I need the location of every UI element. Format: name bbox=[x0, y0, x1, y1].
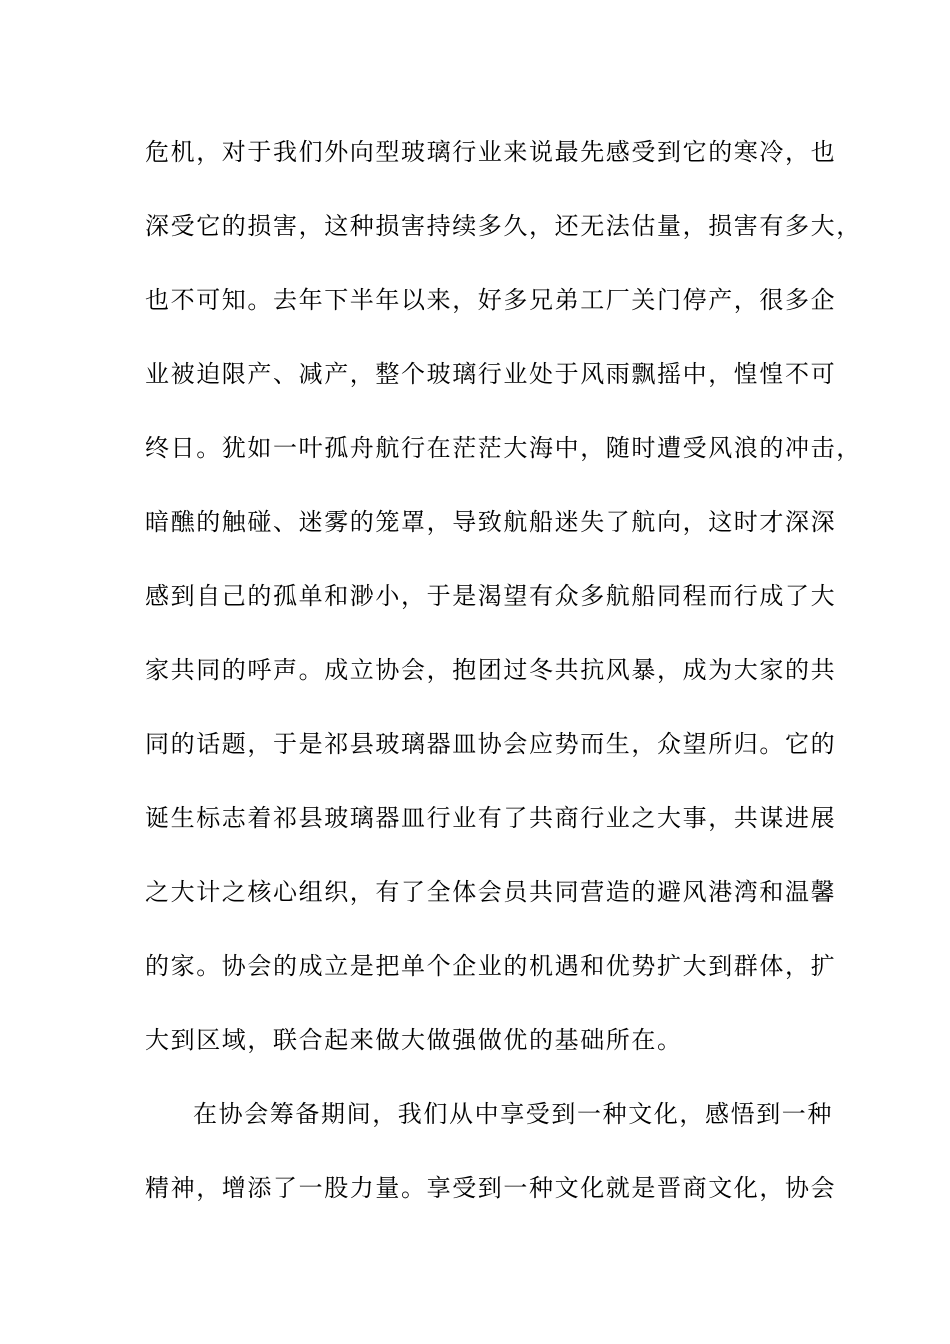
text-line: 也不可知。去年下半年以来，好多兄弟工厂关门停产，很多企 bbox=[145, 286, 837, 314]
text-line: 之大计之核心组织，有了全体会员共同营造的避风港湾和温馨 bbox=[145, 878, 837, 906]
text-line: 深受它的损害，这种损害持续多久，还无法估量，损害有多大， bbox=[145, 212, 862, 240]
text-line: 同的话题，于是祁县玻璃器皿协会应势而生，众望所归。它的 bbox=[145, 730, 837, 758]
text-line: 家共同的呼声。成立协会，抱团过冬共抗风暴，成为大家的共 bbox=[145, 656, 837, 684]
paragraph-first-line: 在协会筹备期间，我们从中享受到一种文化，感悟到一种 bbox=[193, 1100, 833, 1128]
text-line: 业被迫限产、减产，整个玻璃行业处于风雨飘摇中，惶惶不可 bbox=[145, 360, 837, 388]
text-line: 精神，增添了一股力量。享受到一种文化就是晋商文化，协会 bbox=[145, 1174, 837, 1202]
text-line: 终日。犹如一叶孤舟航行在茫茫大海中，随时遭受风浪的冲击， bbox=[145, 434, 862, 462]
text-line: 危机，对于我们外向型玻璃行业来说最先感受到它的寒冷，也 bbox=[145, 138, 837, 166]
text-line: 感到自己的孤单和渺小，于是渴望有众多航船同程而行成了大 bbox=[145, 582, 837, 610]
text-line: 诞生标志着祁县玻璃器皿行业有了共商行业之大事，共谋进展 bbox=[145, 804, 837, 832]
text-line: 的家。协会的成立是把单个企业的机遇和优势扩大到群体，扩 bbox=[145, 952, 837, 980]
text-line: 暗醮的触碰、迷雾的笼罩，导致航船迷失了航向，这时才深深 bbox=[145, 508, 837, 536]
text-line: 大到区域，联合起来做大做强做优的基础所在。 bbox=[145, 1026, 683, 1054]
